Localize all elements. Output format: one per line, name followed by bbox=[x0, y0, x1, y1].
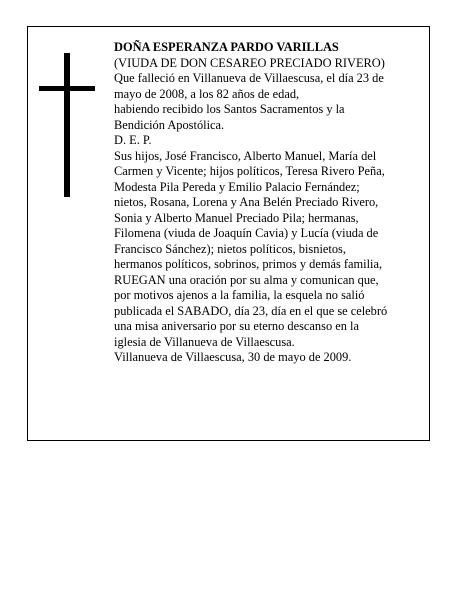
sacraments-line-2: Bendición Apostólica. bbox=[114, 117, 225, 132]
family-line: Sus hijos, José Francisco, Alberto Manuel, María del bbox=[114, 148, 377, 163]
family-line: Francisco Sánchez); nietos políticos, bisnietos, bbox=[114, 241, 346, 256]
widow-of-line: (VIUDA DE DON CESAREO PRECIADO RIVERO) bbox=[114, 55, 385, 70]
dep-line: D. E. P. bbox=[114, 133, 152, 147]
family-line: Sonia y Alberto Manuel Preciado Pila; hermanas, bbox=[114, 210, 359, 225]
closing-line: una misa aniversario por su eterno descanso en la bbox=[114, 319, 359, 333]
sacraments-line-1: habiendo recibido los Santos Sacramentos y la bbox=[114, 102, 345, 116]
family-line: hermanos políticos, sobrinos, primos y demás familia, bbox=[114, 257, 383, 271]
family-line: Filomena (viuda de Joaquín Cavia) y Lucía (viuda de bbox=[114, 226, 379, 240]
deceased-name: DOÑA ESPERANZA PARDO VARILLAS bbox=[114, 40, 339, 54]
cross-vertical-bar bbox=[64, 53, 70, 197]
family-line: nietos, Rosana, Lorena y Ana Belén Preciado Rivero, bbox=[114, 195, 379, 209]
request-bold-word: RUEGAN bbox=[114, 272, 166, 287]
obituary-text bbox=[114, 40, 414, 366]
death-line-1: Que falleció en Villanueva de Villaescusa, el día 23 de bbox=[114, 71, 384, 85]
cross-horizontal-bar bbox=[39, 86, 95, 91]
request-line bbox=[114, 273, 414, 289]
family-line: Modesta Pila Pereda y Emilio Palacio Fernández; bbox=[114, 179, 360, 194]
family-line: Carmen y Vicente; hijos políticos, Teresa Rivero Peña, bbox=[114, 164, 385, 178]
closing-line: por motivos ajenos a la familia, la esquela no salió bbox=[114, 288, 365, 302]
death-line-2: mayo de 2008, a los 82 años de edad, bbox=[114, 86, 300, 101]
closing-line: iglesia de Villanueva de Villaescusa. bbox=[114, 334, 295, 349]
cross-icon bbox=[39, 53, 95, 197]
closing-line: publicada el SABADO, día 23, día en el que se celebró bbox=[114, 303, 388, 318]
place-date-line: Villanueva de Villaescusa, 30 de mayo de 2009. bbox=[114, 350, 352, 364]
request-rest: una oración por su alma y comunican que, bbox=[165, 272, 379, 287]
